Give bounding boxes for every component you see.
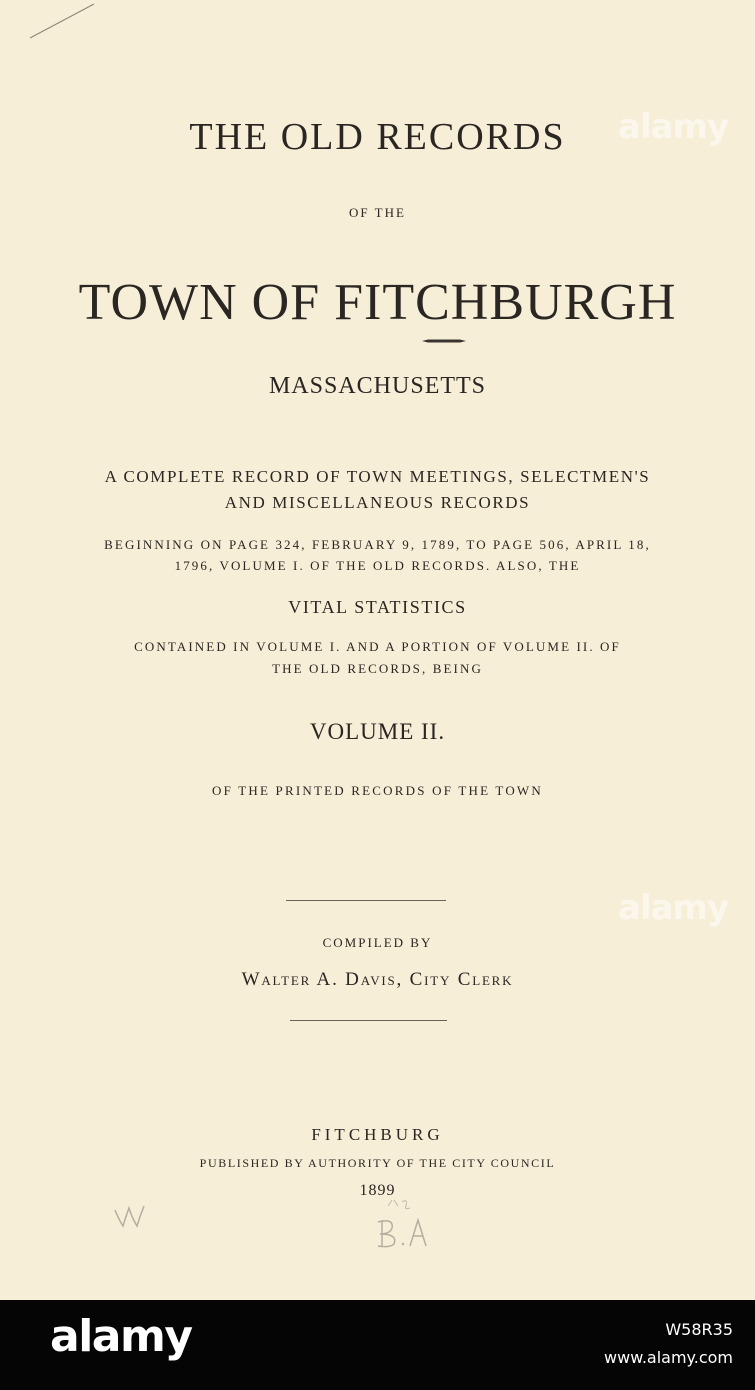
title-line-2: TOWN OF FITCHBURGH	[78, 274, 677, 331]
title-line-1: THE OLD RECORDS	[189, 116, 566, 158]
range-line-2: 1796, VOLUME I. OF THE OLD RECORDS. ALSO, THE	[174, 558, 581, 573]
contents-line-2: THE OLD RECORDS, BEING	[272, 661, 483, 676]
publication-year: 1899	[359, 1182, 396, 1199]
range-line-1: BEGINNING ON PAGE 324, FEBRUARY 9, 1789, TO PAGE 506, APRIL 18,	[104, 537, 651, 552]
site-url: www.alamy.com	[604, 1348, 733, 1367]
vital-statistics-heading: VITAL STATISTICS	[288, 597, 467, 617]
divider-rule	[290, 1020, 447, 1021]
state-name: MASSACHUSETTS	[268, 373, 487, 399]
publication-place: FITCHBURG	[311, 1125, 444, 1144]
watermark: alamy	[618, 888, 729, 928]
author-name: Walter A. Davis, City Clerk	[241, 969, 514, 990]
volume-number: VOLUME II.	[309, 719, 446, 744]
pencil-stroke	[28, 0, 98, 40]
divider-rule	[286, 900, 446, 901]
title-connector: OF THE	[349, 205, 406, 220]
pencil-annotations	[110, 1196, 440, 1276]
description-line-1: A COMPLETE RECORD OF TOWN MEETINGS, SELECTMEN'S	[104, 467, 651, 486]
image-id: W58R35	[665, 1320, 733, 1339]
footer-bar	[0, 1300, 755, 1390]
watermark: alamy	[618, 107, 729, 147]
description-line-2: AND MISCELLANEOUS RECORDS	[224, 493, 531, 512]
publisher-line: PUBLISHED BY AUTHORITY OF THE CITY COUNCIL	[199, 1156, 556, 1170]
contents-line-1: CONTAINED IN VOLUME I. AND A PORTION OF VOLUME II. OF	[134, 639, 621, 654]
printed-records-note: OF THE PRINTED RECORDS OF THE TOWN	[212, 783, 543, 798]
compiled-by-label: COMPILED BY	[322, 935, 433, 950]
alamy-logo: alamy	[50, 1311, 192, 1362]
title-ornament	[422, 338, 466, 344]
